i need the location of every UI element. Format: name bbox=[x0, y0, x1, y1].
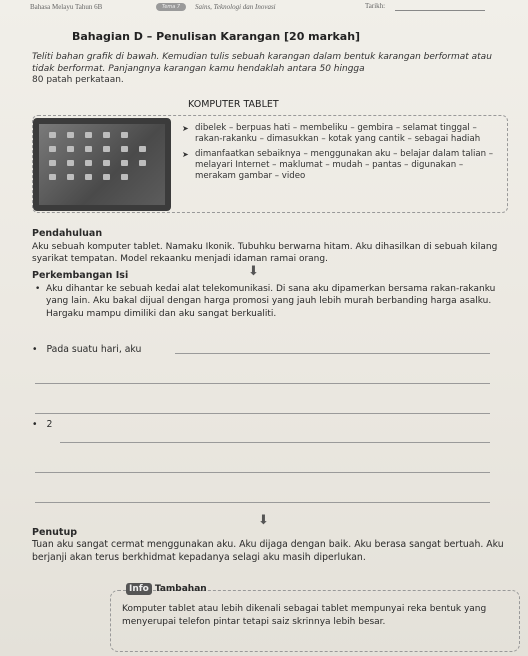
answer-line[interactable] bbox=[35, 472, 490, 473]
info-text: Komputer tablet atau lebih dikenali sebagai tablet mempunyai reka bentuk yang menyerupai telefon pintar tetapi saiz skrinnya lebih besar. bbox=[122, 604, 487, 627]
answer-line[interactable] bbox=[35, 502, 490, 503]
graphic-bullet-text: dibelek – berpuas hati – membeliku – gembira – selamat tinggal – rakan-rakanku – dimasukkan – kotak yang cantik – sebagai hadiah bbox=[195, 123, 481, 144]
pendahuluan-heading: Pendahuluan bbox=[32, 228, 103, 239]
section-title: Bahagian D – Penulisan Karangan [20 markah] bbox=[72, 30, 361, 43]
perkembangan-text bbox=[32, 283, 516, 320]
arrow-right-icon: ➤ bbox=[182, 124, 189, 133]
penutup-text: Tuan aku sangat cermat menggunakan aku. Aku dijaga dengan baik. Aku berasa sangat bertuah. Aku berjanji akan terus berkhidmat kepadanya selagi aku masih diperlukan. bbox=[32, 539, 504, 563]
graphic-title: KOMPUTER TABLET bbox=[188, 99, 279, 110]
down-arrow-icon: ⬇ bbox=[258, 513, 269, 528]
theme-pill: Tema 7 bbox=[156, 3, 186, 11]
date-label: Tarikh: bbox=[365, 2, 386, 10]
graphic-bullets bbox=[182, 123, 504, 186]
answer-line[interactable] bbox=[175, 353, 490, 354]
bullet-icon: • bbox=[32, 419, 38, 430]
answer-number: 2 bbox=[46, 419, 53, 430]
tablet-image bbox=[33, 118, 171, 211]
date-input-line[interactable] bbox=[395, 10, 485, 11]
page-header bbox=[30, 2, 518, 16]
info-label bbox=[126, 584, 207, 598]
perkembangan-paragraph: Aku dihantar ke sebuah kedai alat telekomunikasi. Di sana aku dipamerkan bersama rakan-rakanku yang lain. Aku bakal dijual dengan harga promosi yang jauh lebih murah berbanding harga asalku. Hargaku mampu dimiliki dan aku sangat berkualiti. bbox=[46, 284, 496, 319]
info-label-1: Info bbox=[126, 583, 152, 595]
answer-line[interactable] bbox=[35, 383, 490, 384]
answer-item-1 bbox=[32, 344, 141, 355]
answer-line[interactable] bbox=[60, 442, 490, 443]
perkembangan-heading: Perkembangan Isi bbox=[32, 270, 129, 281]
subject-title: Sains, Teknologi dan Inovasi bbox=[195, 3, 276, 11]
graphic-bullet bbox=[182, 123, 504, 145]
graphic-bullet bbox=[182, 149, 504, 182]
bullet-icon: • bbox=[32, 344, 38, 355]
answer-item-2 bbox=[32, 419, 52, 430]
penutup-heading: Penutup bbox=[32, 527, 78, 538]
instruction-line-2: 80 patah perkataan. bbox=[32, 75, 124, 85]
answer-prefix: Pada suatu hari, aku bbox=[46, 344, 142, 355]
book-title: Bahasa Melayu Tahun 6B bbox=[30, 3, 103, 11]
info-label-2: Tambahan bbox=[154, 584, 207, 594]
bullet-icon: • bbox=[35, 284, 41, 294]
arrow-right-icon: ➤ bbox=[182, 150, 189, 159]
down-arrow-icon: ⬇ bbox=[248, 264, 259, 279]
answer-line[interactable] bbox=[35, 413, 490, 414]
instructions bbox=[32, 52, 512, 87]
instruction-line-1: Teliti bahan grafik di bawah. Kemudian tulis sebuah karangan dalam bentuk karangan berformat atau tidak berformat. Panjangnya karangan kamu hendaklah antara 50 hingga bbox=[32, 52, 492, 74]
graphic-bullet-text: dimanfaatkan sebaiknya – menggunakan aku – belajar dalam talian – melayari Internet – maklumat – mudah – pantas – digunakan – merakam gambar – video bbox=[195, 149, 494, 181]
pendahuluan-text: Aku sebuah komputer tablet. Namaku Ikonik. Tubuhku berwarna hitam. Aku dihasilkan di sebuah kilang syarikat tempatan. Model rekaanku menjadi idaman ramai orang. bbox=[32, 242, 498, 264]
tablet-screen bbox=[39, 124, 165, 205]
